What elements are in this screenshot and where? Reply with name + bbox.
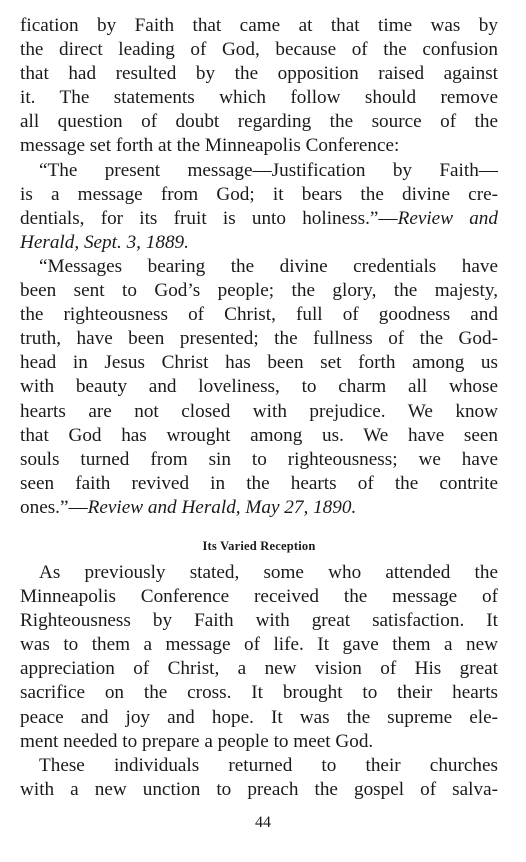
text-line: [20, 496, 498, 520]
quote-text: ones.”—: [20, 496, 88, 518]
citation: Herald, Sept. 3, 1889.: [20, 231, 189, 253]
text-line: been sent to God’s people; the glory, the majesty,: [20, 280, 498, 302]
text-line: fication by Faith that came at that time was by: [20, 15, 498, 36]
paragraph-reception: [20, 561, 498, 754]
paragraph-opening: [20, 14, 498, 159]
text-line: These individuals returned to their churches: [39, 754, 498, 776]
text-line: the direct leading of God, because of the confusion: [20, 39, 498, 61]
quote-text: dentials, for its fruit is unto holiness.”—: [20, 207, 398, 229]
text-line: head in Jesus Christ has been set forth among us: [20, 352, 498, 374]
text-line: is a message from God; it bears the divine cre-: [20, 183, 498, 205]
text-line: the righteousness of Christ, full of goodness and: [20, 304, 498, 326]
text-line: that God has wrought among us. We have seen: [20, 424, 498, 446]
text-line: “Messages bearing the divine credentials have: [39, 255, 498, 277]
text-line: truth, have been presented; the fullness of the God-: [20, 328, 498, 350]
quotation-2: [20, 255, 498, 520]
text-line: [20, 207, 498, 231]
citation: Review and Herald, May 27, 1890.: [87, 496, 357, 518]
text-line: Minneapolis Conference received the message of: [20, 586, 498, 608]
text-line: sacrifice on the cross. It brought to their hearts: [20, 682, 498, 704]
text-line: was to them a message of life. It gave them a new: [20, 634, 498, 656]
section-heading: Its Varied Reception: [202, 538, 316, 553]
text-line: that had resulted by the opposition raised against: [20, 63, 498, 85]
text-line: ment needed to prepare a people to meet God.: [20, 730, 374, 752]
text-line: appreciation of Christ, a new vision of His great: [20, 658, 498, 680]
citation: Review and: [397, 207, 498, 229]
text-line: with a new unction to preach the gospel of salva-: [20, 778, 498, 800]
quotation-1: [20, 159, 498, 255]
text-line: Righteousness by Faith with great satisfaction. It: [20, 610, 498, 632]
text-line: souls turned from sin to righteousness; we have: [20, 448, 498, 470]
page-number: 44: [255, 814, 271, 831]
text-line: hearts are not closed with prejudice. We know: [20, 400, 498, 422]
text-line: it. The statements which follow should remove: [20, 87, 498, 109]
text-line: all question of doubt regarding the source of the: [20, 111, 498, 133]
paragraph-closing: [20, 754, 498, 802]
page-body: [20, 14, 498, 802]
text-line: peace and joy and hope. It was the supreme ele-: [20, 706, 498, 728]
text-line: As previously stated, some who attended the: [39, 561, 498, 583]
text-line: “The present message—Justification by Faith—: [39, 159, 498, 181]
text-line: message set forth at the Minneapolis Conference:: [20, 135, 400, 157]
text-line: seen faith revived in the hearts of the contrite: [20, 472, 498, 494]
text-line: with beauty and loveliness, to charm all whose: [20, 376, 498, 398]
